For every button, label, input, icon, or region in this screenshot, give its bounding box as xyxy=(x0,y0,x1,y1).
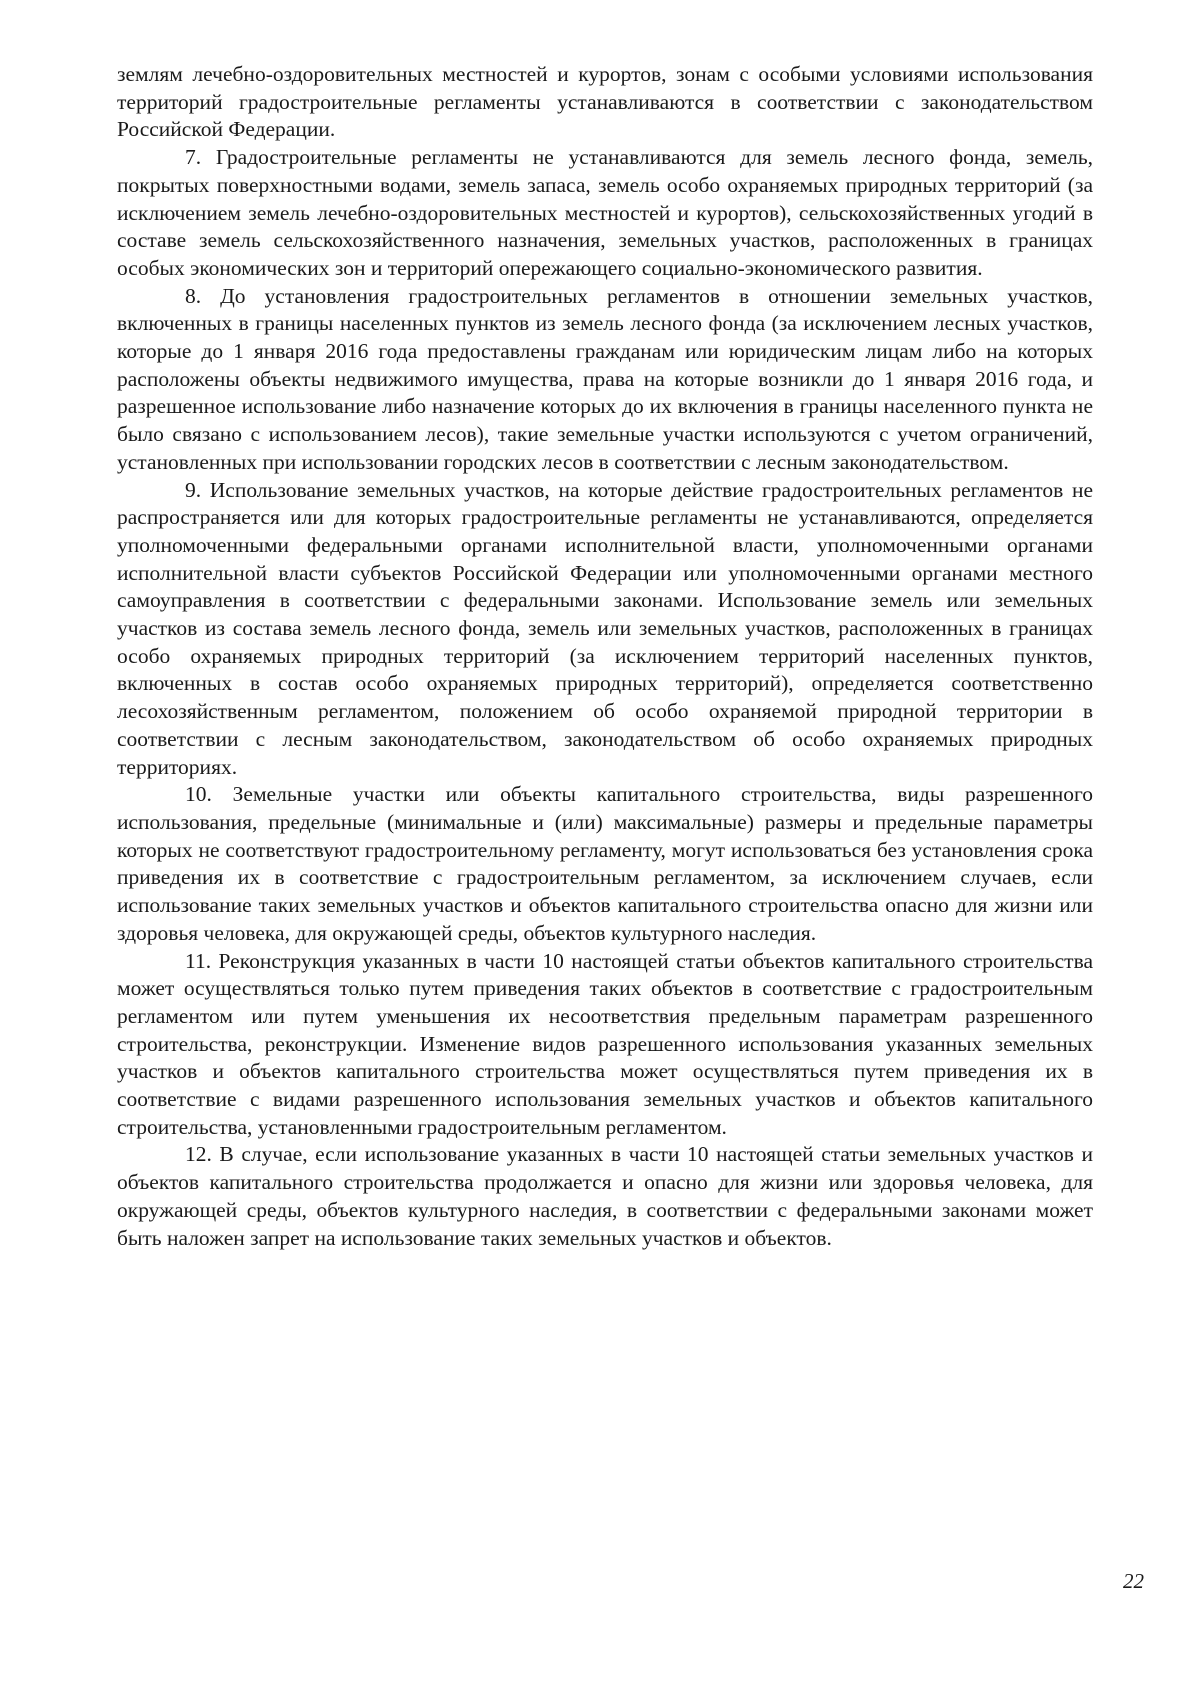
page-number: 22 xyxy=(1123,1569,1144,1593)
paragraph-part-12: 12. В случае, если использование указанных в части 10 настоящей статьи земельных участков и объектов капитального строительства продолжается и опасно для жизни или здоровья человека, для окружающей среды, объектов культурного наследия, в соответствии с федеральными законами может быть наложен запрет на использование таких земельных участков и объектов. xyxy=(117,1142,1093,1250)
document-body xyxy=(117,61,1093,1252)
paragraph-part-9: 9. Использование земельных участков, на которые действие градостроительных регламентов не распространяется или для которых градостроительные регламенты не устанавливаются, определяется уполномоченными федеральными органами исполнительной власти, уполномоченными органами исполнительной власти субъектов Российской Федерации или уполномоченными органами местного самоуправления в соответствии с федеральными законами. Использование земель или земельных участков из состава земель лесного фонда, земель или земельных участков, расположенных в границах особо охраняемых природных территорий (за исключением территорий населенных пунктов, включенных в состав особо охраняемых природных территорий), определяется соответственно лесохозяйственным регламентом, положением об особо охраняемой природной территории в соответствии с лесным законодательством, законодательством об особо охраняемых природных территориях. xyxy=(117,477,1093,779)
paragraph-part-7: 7. Градостроительные регламенты не устанавливаются для земель лесного фонда, земель, покрытых поверхностными водами, земель запаса, земель особо охраняемых природных территорий (за исключением земель лечебно-оздоровительных местностей и курортов), сельскохозяйственных угодий в составе земель сельскохозяйственного назначения, земельных участков, расположенных в границах особых экономических зон и территорий опережающего социально-экономического развития. xyxy=(117,145,1093,280)
paragraph-part-10: 10. Земельные участки или объекты капитального строительства, виды разрешенного использования, предельные (минимальные и (или) максимальные) размеры и предельные параметры которых не соответствуют градостроительному регламенту, могут использоваться без установления срока приведения их в соответствие с градостроительным регламентом, за исключением случаев, если использование таких земельных участков и объектов капитального строительства опасно для жизни или здоровья человека, для окружающей среды, объектов культурного наследия. xyxy=(117,782,1093,945)
paragraph-continuation: землям лечебно-оздоровительных местностей и курортов, зонам с особыми условиями использования территорий градостроительные регламенты устанавливаются в соответствии с законодательством Российской Федерации. xyxy=(117,62,1093,142)
paragraph-part-8: 8. До установления градостроительных регламентов в отношении земельных участков, включенных в границы населенных пунктов из земель лесного фонда (за исключением лесных участков, которые до 1 января 2016 года предоставлены гражданам или юридическим лицам либо на которых расположены объекты недвижимого имущества, права на которые возникли до 1 января 2016 года, и разрешенное использование либо назначение которых до их включения в границы населенного пункта не было связано с использованием лесов), такие земельные участки используются с учетом ограничений, установленных при использовании городских лесов в соответствии с лесным законодательством. xyxy=(117,283,1093,474)
paragraph-part-11: 11. Реконструкция указанных в части 10 настоящей статьи объектов капитального строительства может осуществляться только путем приведения таких объектов в соответствие с градостроительным регламентом или путем уменьшения их несоответствия предельным параметрам разрешенного строительства, реконструкции. Изменение видов разрешенного использования указанных земельных участков и объектов капитального строительства может осуществляться путем приведения их в соответствие с видами разрешенного использования земельных участков и объектов капитального строительства, установленными градостроительным регламентом. xyxy=(117,948,1093,1139)
